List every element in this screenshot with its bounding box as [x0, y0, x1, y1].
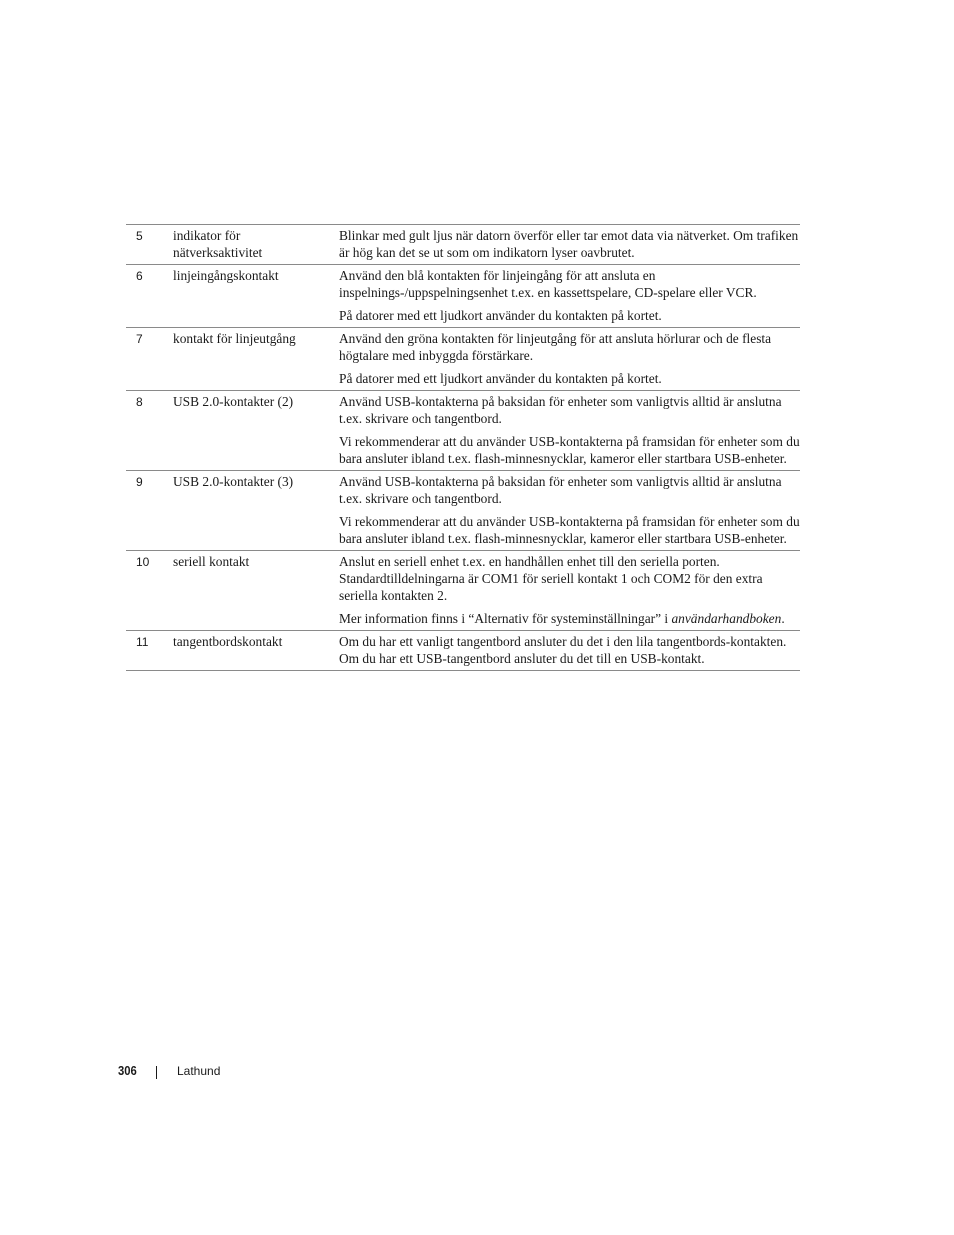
connector-name: USB 2.0-kontakter (3)	[173, 471, 339, 551]
connector-description	[339, 551, 800, 631]
page-footer	[118, 1062, 220, 1079]
connector-name: kontakt för linjeutgång	[173, 328, 339, 391]
row-number: 10	[126, 551, 173, 631]
description-paragraph	[339, 330, 800, 364]
connector-description	[339, 225, 800, 265]
connector-name: indikator för nätverksaktivitet	[173, 225, 339, 265]
row-number: 8	[126, 391, 173, 471]
row-number: 11	[126, 631, 173, 671]
description-paragraph	[339, 610, 800, 627]
description-paragraph	[339, 267, 800, 301]
description-paragraph	[339, 227, 800, 261]
footer-separator	[156, 1066, 157, 1079]
table-row	[126, 328, 800, 391]
table-row	[126, 551, 800, 631]
footer-title: Lathund	[177, 1063, 221, 1078]
row-number: 6	[126, 265, 173, 328]
description-text: På datorer med ett ljudkort använder du kontakten på kortet.	[339, 371, 662, 386]
description-paragraph	[339, 393, 800, 427]
table-row	[126, 471, 800, 551]
connector-description	[339, 328, 800, 391]
description-text: Anslut en seriell enhet t.ex. en handhållen enhet till den seriella porten. Standardtilldelningarna är COM1 för seriell kontakt 1 och COM2 för den extra seriella kontakten 2.	[339, 554, 763, 603]
description-text: Använd den blå kontakten för linjeingång för att ansluta en inspelnings-/uppspelningsenhet t.ex. en kassettspelare, CD-spelare eller VCR.	[339, 268, 757, 300]
description-paragraph	[339, 307, 800, 324]
description-text: Använd den gröna kontakten för linjeutgång för att ansluta hörlurar och de flesta högtalare med inbyggda förstärkare.	[339, 331, 772, 363]
description-paragraph	[339, 473, 800, 507]
description-paragraph	[339, 513, 800, 547]
description-text: Om du har ett vanligt tangentbord ansluter du det i den lila tangentbords-kontakten. Om du har ett USB-tangentbord ansluter du det till en USB-kontakt.	[339, 634, 787, 666]
description-paragraph	[339, 553, 800, 604]
emphasis-text: användarhandboken	[671, 611, 782, 626]
description-paragraph	[339, 633, 800, 667]
connector-name: linjeingångskontakt	[173, 265, 339, 328]
row-number: 5	[126, 225, 173, 265]
description-text: Mer information finns i “Alternativ för systeminställningar” i	[339, 611, 672, 626]
description-text: Blinkar med gult ljus när datorn överför eller tar emot data via nätverket. Om trafiken är hög kan det se ut som om indikatorn lyser oavbrutet.	[339, 228, 799, 260]
description-paragraph	[339, 370, 800, 387]
description-text: På datorer med ett ljudkort använder du kontakten på kortet.	[339, 308, 662, 323]
page-number: 306	[118, 1063, 137, 1078]
connector-description	[339, 265, 800, 328]
connector-description	[339, 471, 800, 551]
row-number: 9	[126, 471, 173, 551]
table-row	[126, 225, 800, 265]
connector-description	[339, 631, 800, 671]
connector-name: USB 2.0-kontakter (2)	[173, 391, 339, 471]
connector-description	[339, 391, 800, 471]
table-row	[126, 631, 800, 671]
description-text: Vi rekommenderar att du använder USB-kontakterna på framsidan för enheter som du bara ansluter ibland t.ex. flash-minnesnycklar, kameror eller startbara USB-enheter.	[339, 434, 800, 466]
description-text: Använd USB-kontakterna på baksidan för enheter som vanligtvis alltid är anslutna t.ex. skrivare och tangentbord.	[339, 474, 782, 506]
description-paragraph	[339, 433, 800, 467]
description-text: .	[781, 611, 785, 626]
connector-name: tangentbordskontakt	[173, 631, 339, 671]
connector-table	[126, 224, 800, 671]
table-row	[126, 265, 800, 328]
description-text: Använd USB-kontakterna på baksidan för enheter som vanligtvis alltid är anslutna t.ex. skrivare och tangentbord.	[339, 394, 782, 426]
table-row	[126, 391, 800, 471]
description-text: Vi rekommenderar att du använder USB-kontakterna på framsidan för enheter som du bara ansluter ibland t.ex. flash-minnesnycklar, kameror eller startbara USB-enheter.	[339, 514, 800, 546]
connector-table-body	[126, 225, 800, 671]
row-number: 7	[126, 328, 173, 391]
connector-name: seriell kontakt	[173, 551, 339, 631]
